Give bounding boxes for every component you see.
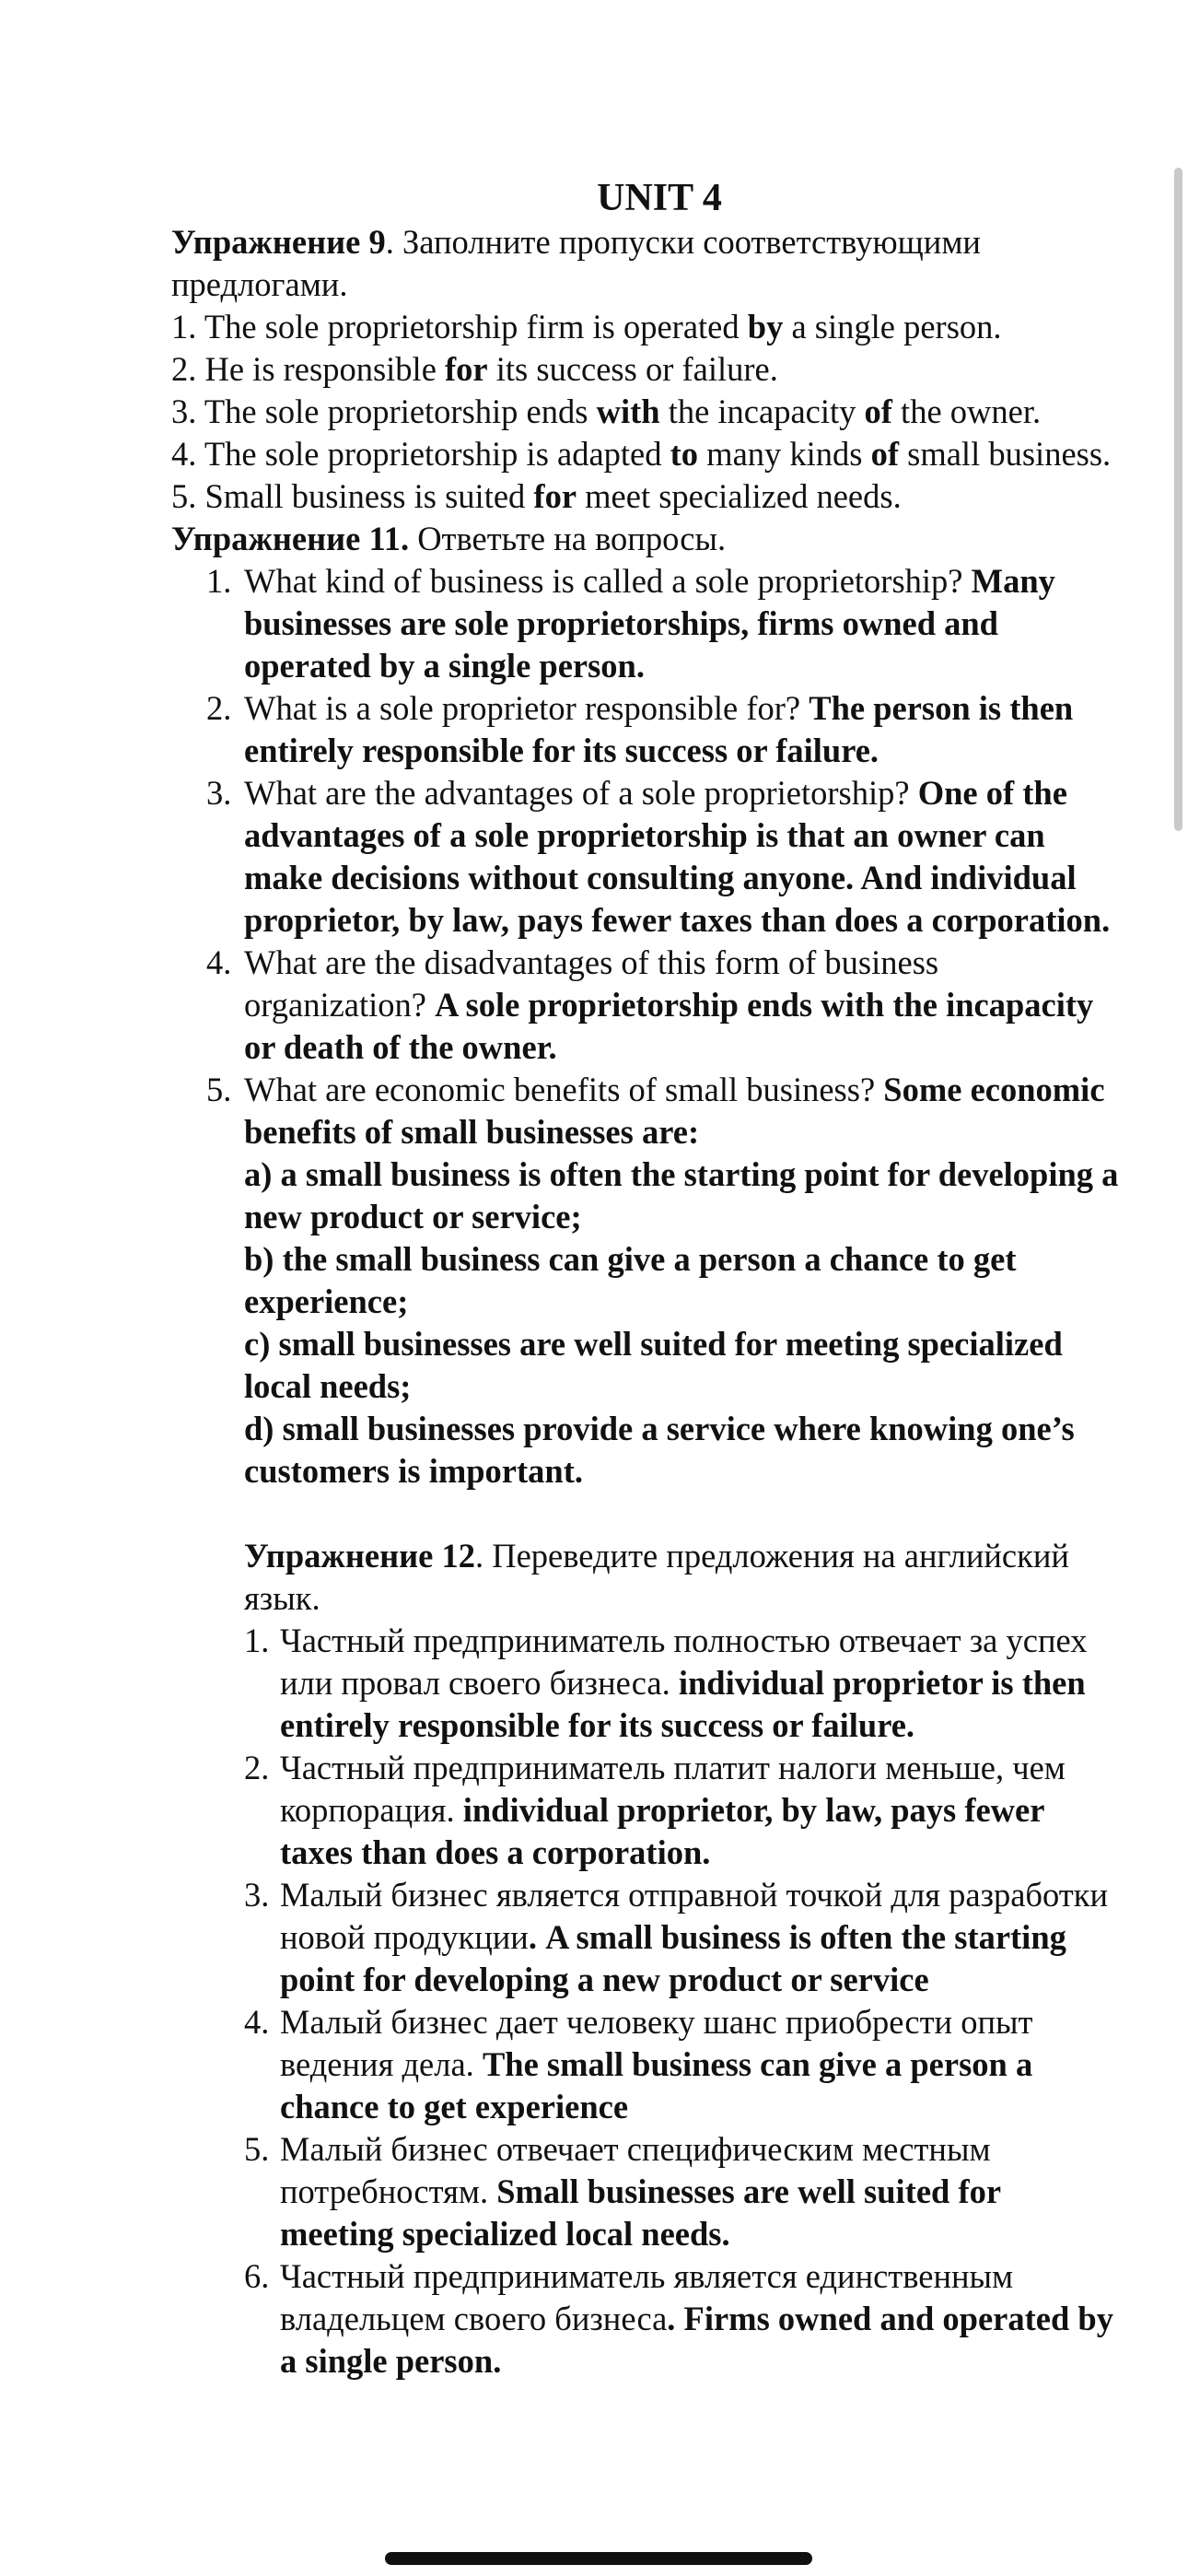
ex11-question: What kind of business is called a sole proprietorship? <box>244 562 963 600</box>
unit-title: UNIT 4 <box>597 177 722 219</box>
ex9-text: 3. The sole proprietorship ends <box>171 392 597 430</box>
ex9-answer: to <box>670 435 699 473</box>
ex9-label: Упражнение 9 <box>171 223 386 261</box>
ex12-translation: individual proprietor is then entirely responsible for its success or failure. <box>280 1664 1086 1744</box>
ex11-item <box>171 772 1120 942</box>
ex9-answer: for <box>445 350 488 388</box>
ex12-translation: . A small business is often the starting point for developing a new product or service <box>280 1918 1066 1998</box>
ex12-list <box>244 1620 1120 2383</box>
item-number: 6. <box>244 2257 270 2295</box>
ex12-block <box>171 1535 1120 2383</box>
ex11-item <box>171 942 1120 1069</box>
item-number: 4. <box>206 943 232 981</box>
ex11-answer: A sole proprietorship ends with the incapacity or death of the owner. <box>244 986 1094 1066</box>
ex9-text: small business. <box>899 435 1112 473</box>
ex11-answer-line: a) a small business is often the starting point for developing a new product or service; <box>244 1155 1119 1235</box>
ex11-question: What are economic benefits of small business? <box>244 1071 876 1108</box>
ex11-item <box>171 560 1120 687</box>
ex11-list <box>171 560 1120 1493</box>
item-number: 2. <box>244 1749 270 1786</box>
ex12-item <box>244 2128 1120 2255</box>
ex11-item <box>171 1069 1120 1493</box>
ex9-answer: of <box>870 435 900 473</box>
ex12-translation: individual proprietor, by law, pays fewer taxes than does a corporation. <box>280 1791 1044 1871</box>
ex9-answer: for <box>533 477 577 515</box>
ex12-source: Частный предприниматель является единственным владельцем своего бизнеса <box>280 2257 1014 2337</box>
ex9-item <box>171 391 1120 433</box>
ex9-text: 1. The sole proprietorship firm is operated <box>171 308 748 345</box>
ex11-answer: Many businesses are sole proprietorships, firms owned and operated by a single person. <box>244 562 1055 685</box>
item-number: 2. <box>206 689 232 727</box>
ex12-source: Малый бизнес отвечает специфическим местным потребностям. <box>280 2130 991 2210</box>
ex11-answer-line: b) the small business can give a person a chance to get experience; <box>244 1240 1017 1320</box>
ex9-text: 5. Small business is suited <box>171 477 534 515</box>
ex12-translation: The small business can give a person a chance to get experience <box>280 2045 1033 2125</box>
ex12-source: Малый бизнес дает человеку шанс приобрести опыт ведения дела. <box>280 2003 1033 2083</box>
ex11-answer: One of the advantages of a sole proprietorship is that an owner can make decisions without consulting anyone. And individual proprietor, by law, pays fewer taxes than does a corporation. <box>244 774 1111 939</box>
ex9-item <box>171 348 1120 391</box>
ex11-answer-line: d) small businesses provide a service where knowing one’s customers is important. <box>244 1410 1075 1490</box>
document-content <box>171 175 1120 2383</box>
ex11-answer: Some economic benefits of small businesses are: <box>244 1071 1105 1151</box>
ex9-answer: with <box>596 392 660 430</box>
ex12-translation: Small businesses are well suited for meeting specialized local needs. <box>280 2172 1001 2253</box>
item-number: 1. <box>206 562 232 600</box>
ex11-answer: The person is then entirely responsible for its success or failure. <box>244 689 1074 769</box>
ex11-heading <box>171 518 1120 560</box>
ex12-source: Малый бизнес является отправной точкой для разработки новой продукции <box>280 1876 1108 1956</box>
ex9-item <box>171 433 1120 475</box>
ex9-text: meet specialized needs. <box>577 477 902 515</box>
ex12-item <box>244 2255 1120 2383</box>
item-number: 3. <box>244 1876 270 1914</box>
ex12-item <box>244 1620 1120 1747</box>
ex12-heading <box>244 1535 1120 1620</box>
ex9-text: many kinds <box>698 435 871 473</box>
ex12-item <box>244 1747 1120 1874</box>
ex9-text: the incapacity <box>659 392 865 430</box>
ex9-answer: by <box>747 308 784 345</box>
ex11-label: Упражнение 11. <box>171 520 410 557</box>
item-number: 1. <box>244 1622 270 1659</box>
item-number: 4. <box>244 2003 270 2041</box>
home-indicator[interactable] <box>385 2552 812 2565</box>
ex12-label: Упражнение 12 <box>244 1537 475 1575</box>
ex9-text: 2. He is responsible <box>171 350 446 388</box>
ex11-item <box>171 687 1120 772</box>
ex9-heading <box>171 221 1120 306</box>
ex9-item <box>171 475 1120 518</box>
item-number: 5. <box>244 2130 270 2168</box>
ex12-source: Частный предприниматель платит налоги меньше, чем корпорация. <box>280 1749 1066 1829</box>
ex9-answer: of <box>864 392 892 430</box>
ex9-text: a single person. <box>783 308 1002 345</box>
ex9-instruction: . Заполните пропуски соответствующими предлогами. <box>171 223 981 303</box>
ex9-items <box>171 306 1120 518</box>
ex12-item <box>244 2001 1120 2128</box>
ex12-instruction: . Переведите предложения на английский язык. <box>244 1537 1069 1617</box>
ex11-question: What is a sole proprietor responsible for? <box>244 689 801 727</box>
item-number: 5. <box>206 1071 232 1108</box>
ex11-question: What are the disadvantages of this form of business organization? <box>244 943 939 1024</box>
ex9-item <box>171 306 1120 348</box>
vertical-scrollbar[interactable] <box>1174 168 1182 831</box>
ex11-question: What are the advantages of a sole proprietorship? <box>244 774 910 812</box>
ex11-answer-line: c) small businesses are well suited for meeting specialized local needs; <box>244 1325 1063 1405</box>
ex9-text: the owner. <box>891 392 1042 430</box>
ex12-item <box>244 1874 1120 2001</box>
ex12-translation: . Firms owned and operated by a single person. <box>280 2300 1113 2380</box>
ex9-text: 4. The sole proprietorship is adapted <box>171 435 670 473</box>
item-number: 3. <box>206 774 232 812</box>
ex11-instruction: Ответьте на вопросы. <box>409 520 727 557</box>
ex12-source: Частный предприниматель полностью отвечает за успех или провал своего бизнеса. <box>280 1622 1088 1702</box>
ex9-text: its success or failure. <box>487 350 778 388</box>
